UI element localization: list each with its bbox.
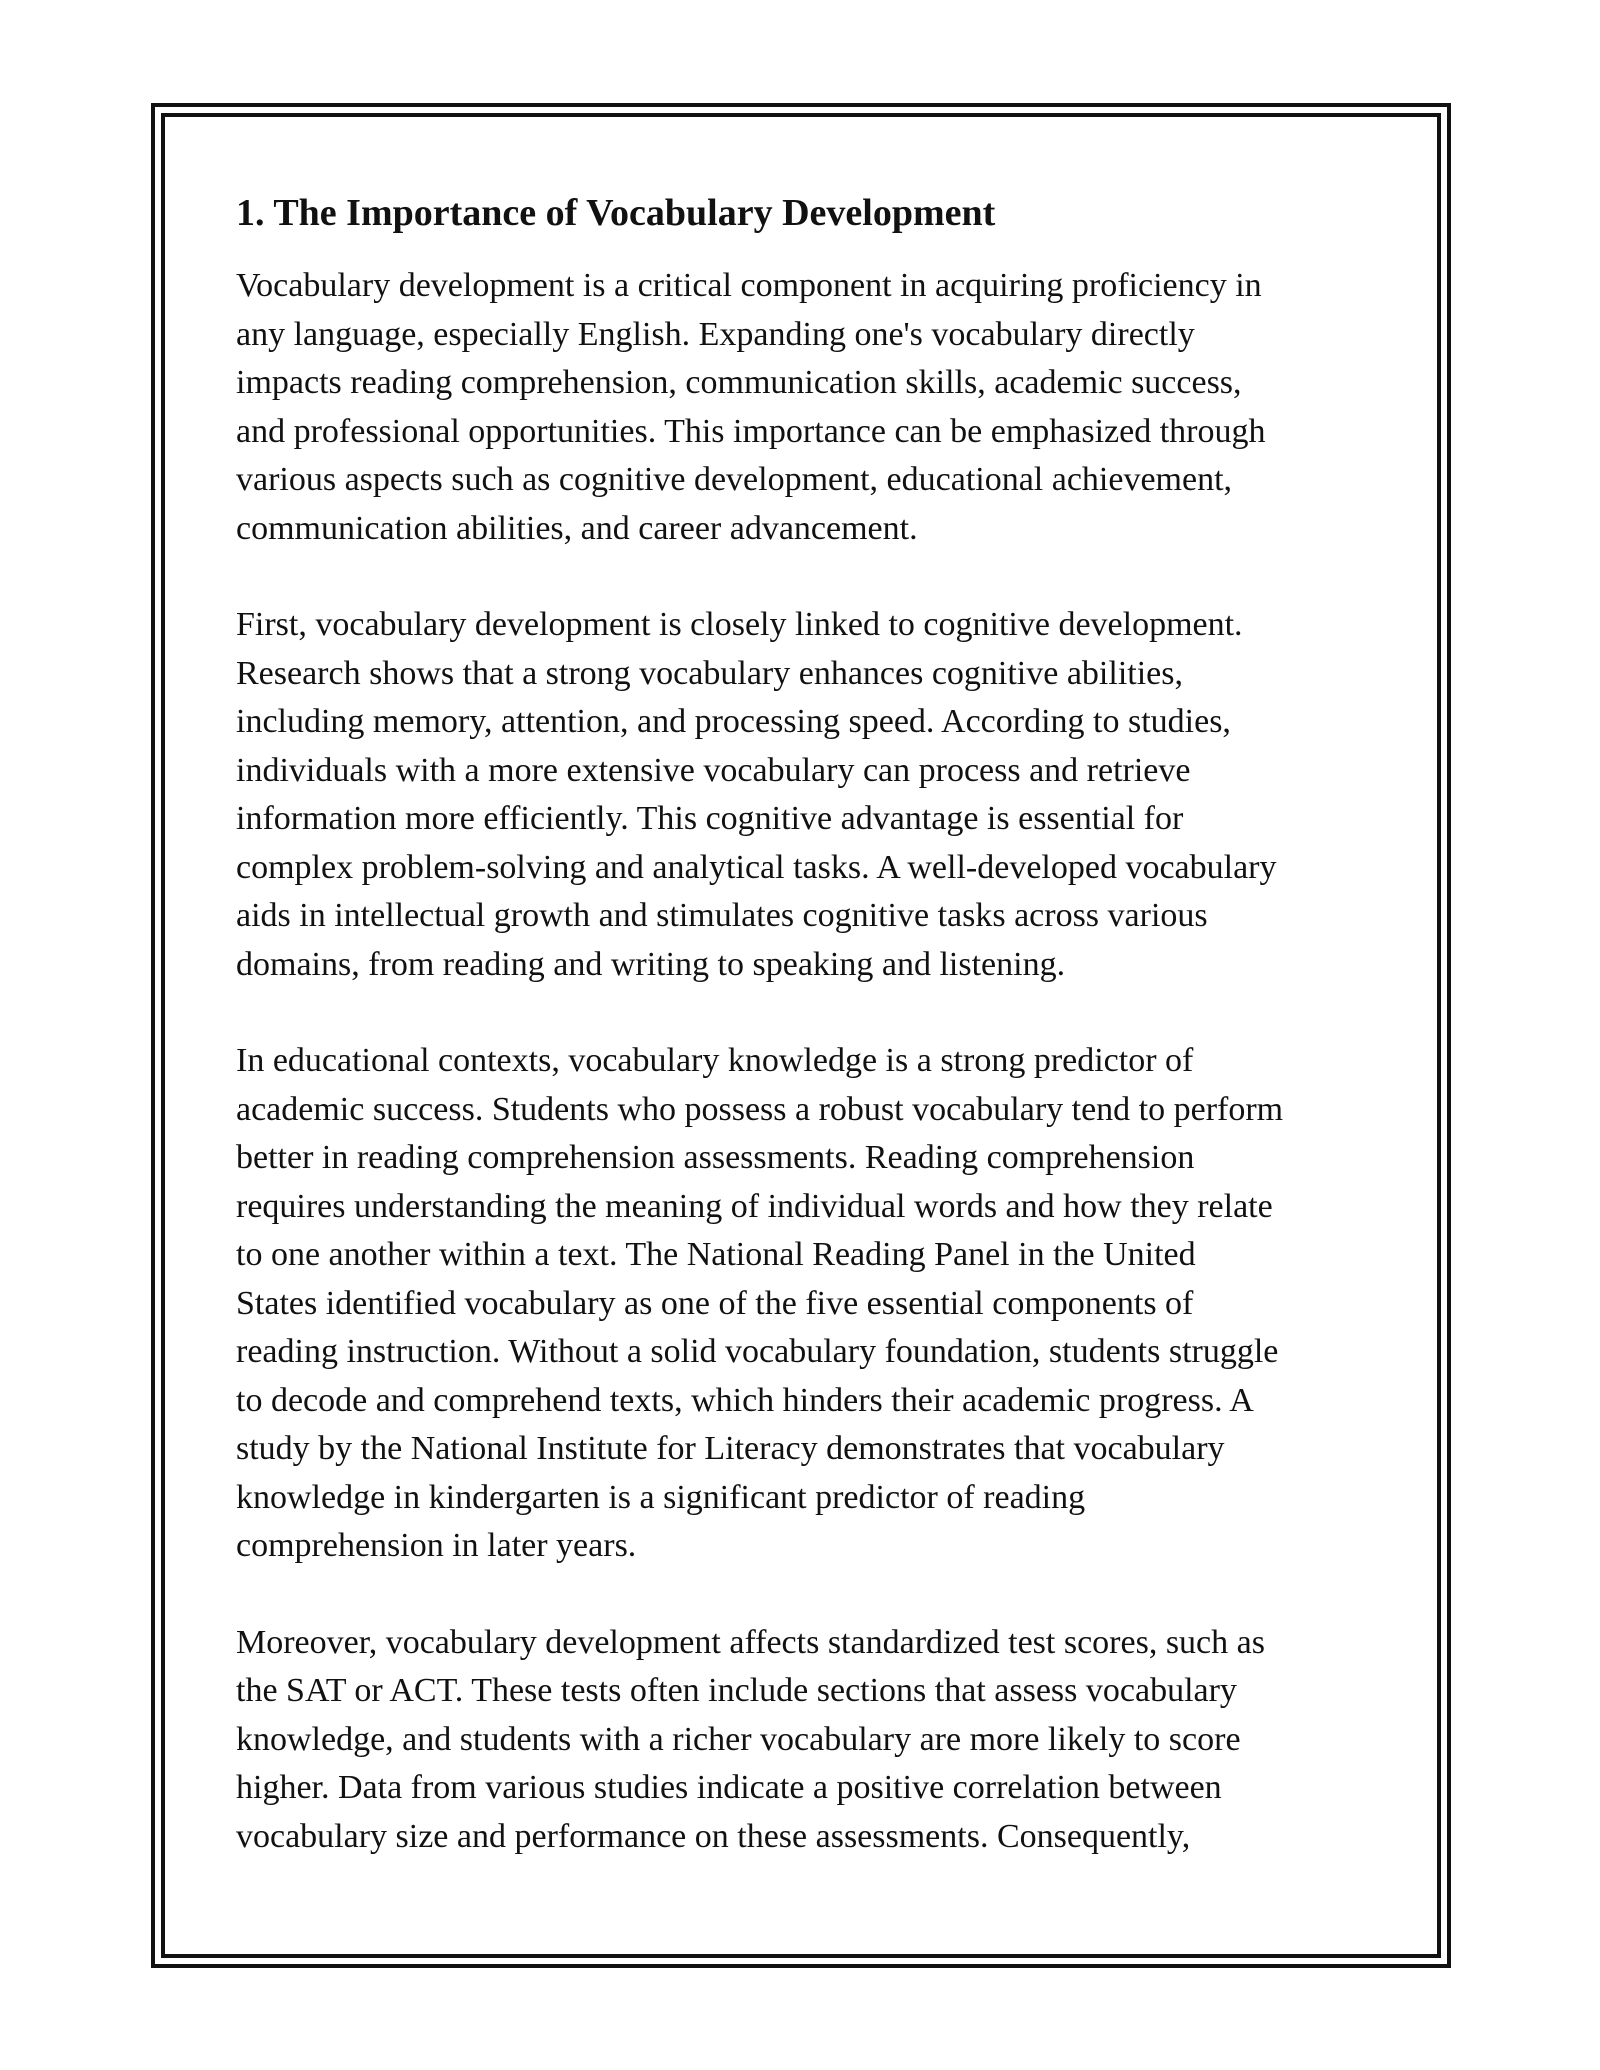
paragraph-line: domains, from reading and writing to speaking and listening. <box>236 945 1066 983</box>
paragraph-line: various aspects such as cognitive development, educational achievement, <box>236 461 1233 498</box>
paragraph-4 <box>236 1619 1376 1862</box>
paragraph-line: knowledge, and students with a richer vocabulary are more likely to score <box>236 1720 1241 1758</box>
paragraph-line: In educational contexts, vocabulary knowledge is a strong predictor of <box>236 1042 1194 1079</box>
paragraph-line: reading instruction. Without a solid vocabulary foundation, students struggle <box>236 1333 1279 1370</box>
paragraph-line: States identified vocabulary as one of the five essential components of <box>236 1284 1194 1322</box>
paragraph-line: the SAT or ACT. These tests often include sections that assess vocabulary <box>236 1672 1237 1709</box>
paragraph-line: any language, especially English. Expanding one's vocabulary directly <box>236 315 1195 353</box>
paragraph-line: information more efficiently. This cognitive advantage is essential for <box>236 800 1184 837</box>
paragraph-line: to decode and comprehend texts, which hinders their academic progress. A <box>236 1381 1254 1419</box>
paragraph-line: Vocabulary development is a critical component in acquiring proficiency in <box>236 267 1262 304</box>
paragraph-line: study by the National Institute for Literacy demonstrates that vocabulary <box>236 1430 1225 1467</box>
paragraph-line: better in reading comprehension assessments. Reading comprehension <box>236 1139 1195 1176</box>
paragraph-line: comprehension in later years. <box>236 1527 637 1564</box>
paragraph-line: and professional opportunities. This importance can be emphasized through <box>236 412 1266 450</box>
paragraph-line: to one another within a text. The National Reading Panel in the United <box>236 1236 1196 1273</box>
paragraph-line: academic success. Students who possess a robust vocabulary tend to perform <box>236 1090 1284 1128</box>
paragraph-2 <box>236 601 1376 989</box>
paragraph-line: First, vocabulary development is closely linked to cognitive development. <box>236 606 1243 643</box>
paragraph-line: aids in intellectual growth and stimulates cognitive tasks across various <box>236 897 1208 934</box>
section-title: 1. The Importance of Vocabulary Development <box>236 192 996 234</box>
paragraph-line: communication abilities, and career advancement. <box>236 509 918 547</box>
paragraph-line: knowledge in kindergarten is a significant predictor of reading <box>236 1478 1086 1516</box>
paragraph-line: requires understanding the meaning of individual words and how they relate <box>236 1187 1273 1225</box>
paragraph-line: Moreover, vocabulary development affects standardized test scores, such as <box>236 1623 1265 1661</box>
paragraph-line: Research shows that a strong vocabulary enhances cognitive abilities, <box>236 654 1183 692</box>
paragraph-line: including memory, attention, and processing speed. According to studies, <box>236 703 1231 740</box>
paragraph-line: complex problem-solving and analytical tasks. A well-developed vocabulary <box>236 848 1277 886</box>
paragraph-line: vocabulary size and performance on these assessments. Consequently, <box>236 1817 1191 1855</box>
paragraph-line: individuals with a more extensive vocabulary can process and retrieve <box>236 751 1191 789</box>
paragraph-3 <box>236 1037 1376 1571</box>
paragraph-line: higher. Data from various studies indicate a positive correlation between <box>236 1769 1222 1806</box>
paragraph-1 <box>236 262 1376 553</box>
paragraph-line: impacts reading comprehension, communication skills, academic success, <box>236 364 1242 401</box>
document-body <box>236 186 1376 1909</box>
